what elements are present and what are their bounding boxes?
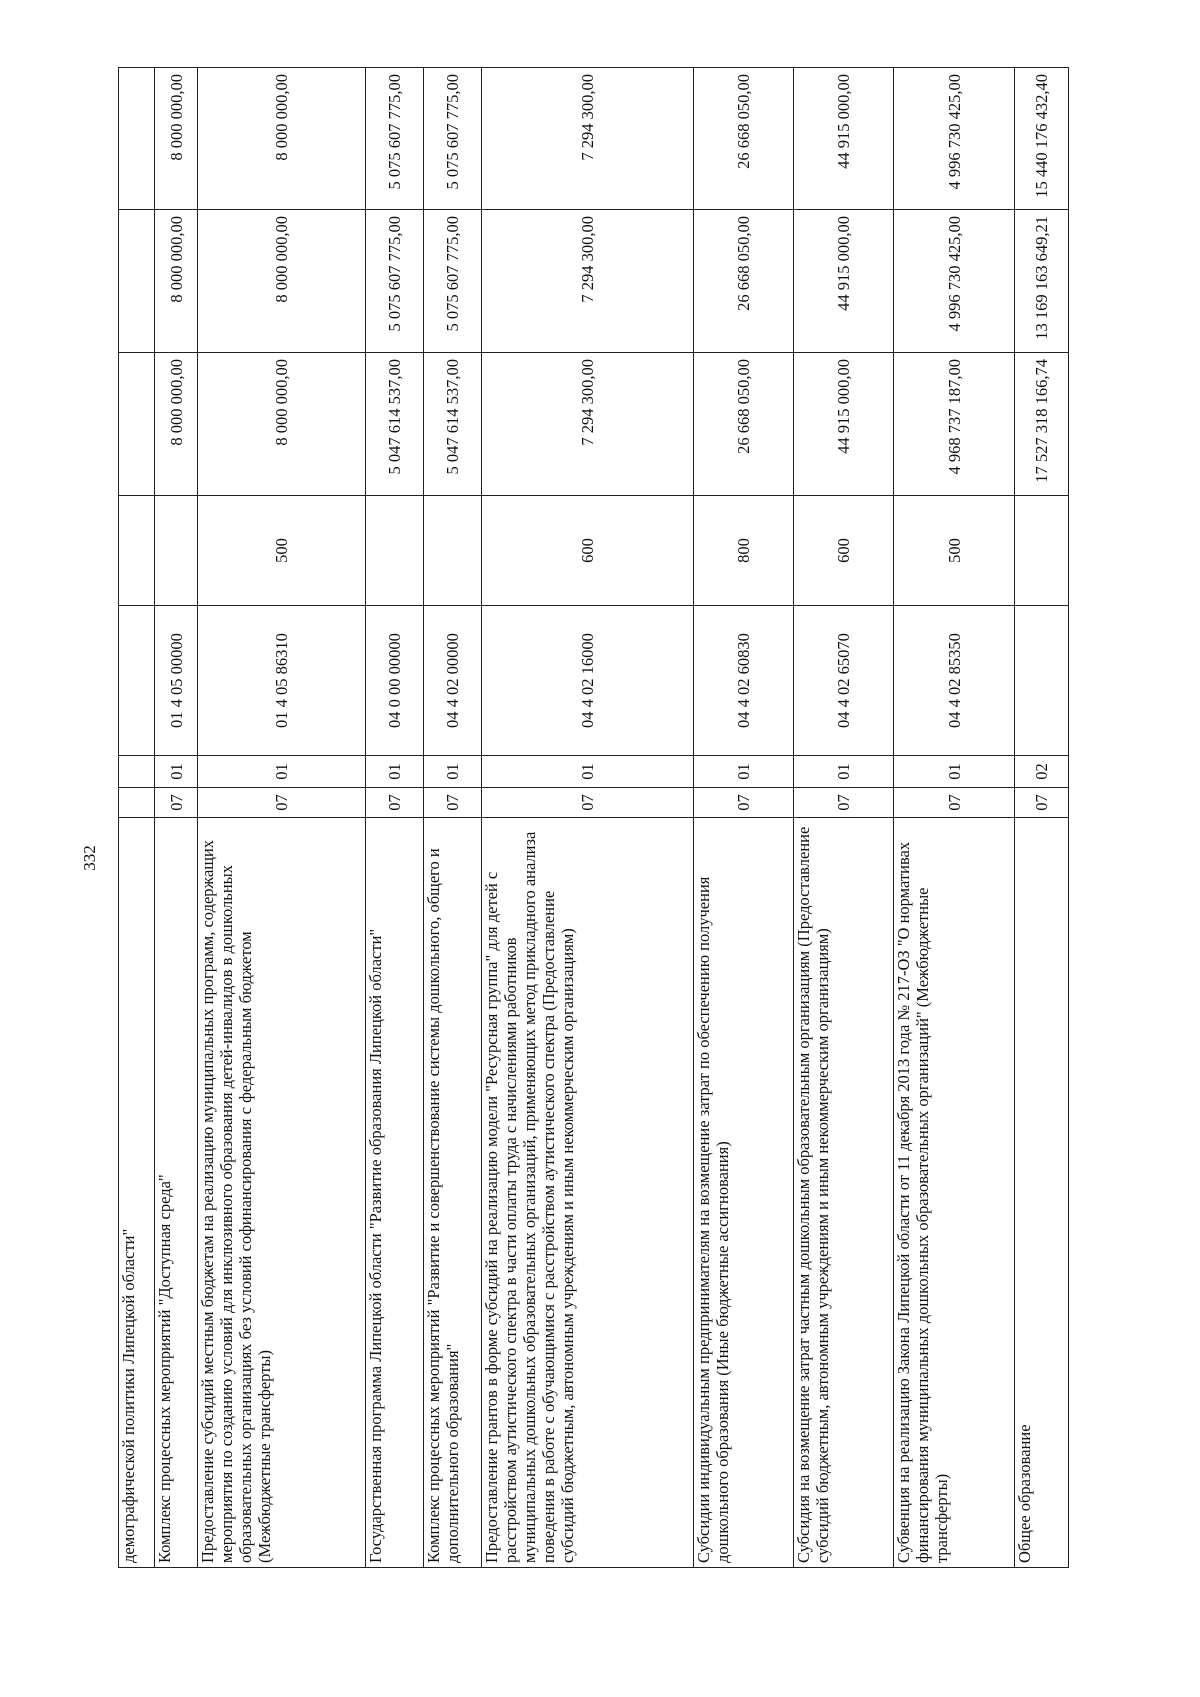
target-article-code: 04 0 00 00000 bbox=[366, 606, 424, 756]
table-body bbox=[119, 68, 1069, 1568]
amount-year-3 bbox=[119, 68, 155, 210]
row-name: Предоставление субсидий местным бюджетам на реализацию муниципальных программ, содержащих мероприятия по созданию условий для инклюзивного образования детей-инвалидов в дошкольных образовательных организациях без условий софинансирования с федеральным бюджетом (Межбюджетные трансферты) bbox=[198, 818, 366, 1568]
amount-year-1: 8 000 000,00 bbox=[155, 353, 198, 496]
amount-year-1: 17 527 318 166,74 bbox=[1015, 353, 1069, 496]
page-number: 332 bbox=[80, 845, 99, 871]
table-row bbox=[894, 68, 1015, 1568]
section-code: 07 bbox=[482, 788, 694, 818]
target-article-code: 04 4 02 00000 bbox=[424, 606, 482, 756]
table-row bbox=[119, 68, 155, 1568]
amount-year-3: 44 915 000,00 bbox=[794, 68, 894, 210]
subsection-code bbox=[119, 756, 155, 788]
amount-year-1: 5 047 614 537,00 bbox=[366, 353, 424, 496]
target-article-code: 04 4 02 85350 bbox=[894, 606, 1015, 756]
target-article-code: 01 4 05 00000 bbox=[155, 606, 198, 756]
expense-type-code: 500 bbox=[894, 496, 1015, 606]
expense-type-code bbox=[119, 496, 155, 606]
section-code: 07 bbox=[366, 788, 424, 818]
row-name: Субсидия на возмещение затрат частным дошкольным образовательным организациям (Предоставление субсидий бюджетным, автономным учреждениям и иным некоммерческим организациям) bbox=[794, 818, 894, 1568]
amount-year-2: 8 000 000,00 bbox=[198, 210, 366, 353]
expense-type-code: 800 bbox=[694, 496, 794, 606]
table-row bbox=[694, 68, 794, 1568]
amount-year-2 bbox=[119, 210, 155, 353]
row-name: Субсидии индивидуальным предпринимателям на возмещение затрат по обеспечению получения дошкольного образования (Иные бюджетные ассигнования) bbox=[694, 818, 794, 1568]
expense-type-code bbox=[424, 496, 482, 606]
section-code: 07 bbox=[198, 788, 366, 818]
table-row bbox=[198, 68, 366, 1568]
table-row bbox=[155, 68, 198, 1568]
subsection-code: 01 bbox=[694, 756, 794, 788]
row-name: Комплекс процессных мероприятий "Развитие и совершенствование системы дошкольного, общего и дополнительного образования" bbox=[424, 818, 482, 1568]
amount-year-3: 4 996 730 425,00 bbox=[894, 68, 1015, 210]
table-row bbox=[424, 68, 482, 1568]
row-name: Предоставление грантов в форме субсидий на реализацию модели "Ресурсная группа" для детей с расстройством аутистического спектра в части оплаты труда с начислениями работников муниципальных дошкольных образовательных организаций, применяющих метод прикладного анализа поведения в работе с обучающимися с расстройством аутистического спектра (Предоставление субсидий бюджетным, автономным учреждениям и иным некоммерческим организациям) bbox=[482, 818, 694, 1568]
subsection-code: 01 bbox=[424, 756, 482, 788]
expense-type-code: 600 bbox=[794, 496, 894, 606]
row-name: Субвенция на реализацию Закона Липецкой области от 11 декабря 2013 года № 217-ОЗ "О нормативах финансирования муниципальных дошкольных образовательных организаций" (Межбюджетные трансферты) bbox=[894, 818, 1015, 1568]
target-article-code: 01 4 05 86310 bbox=[198, 606, 366, 756]
amount-year-3: 7 294 300,00 bbox=[482, 68, 694, 210]
target-article-code: 04 4 02 16000 bbox=[482, 606, 694, 756]
expense-type-code: 600 bbox=[482, 496, 694, 606]
amount-year-1: 4 968 737 187,00 bbox=[894, 353, 1015, 496]
target-article-code: 04 4 02 60830 bbox=[694, 606, 794, 756]
amount-year-1: 7 294 300,00 bbox=[482, 353, 694, 496]
section-code: 07 bbox=[424, 788, 482, 818]
row-name: демографической политики Липецкой области" bbox=[119, 818, 155, 1568]
subsection-code: 02 bbox=[1015, 756, 1069, 788]
amount-year-2: 13 169 163 649,21 bbox=[1015, 210, 1069, 353]
row-name: Общее образование bbox=[1015, 818, 1069, 1568]
amount-year-2: 4 996 730 425,00 bbox=[894, 210, 1015, 353]
amount-year-2: 5 075 607 775,00 bbox=[424, 210, 482, 353]
amount-year-2: 26 668 050,00 bbox=[694, 210, 794, 353]
section-code: 07 bbox=[894, 788, 1015, 818]
row-name: Государственная программа Липецкой области "Развитие образования Липецкой области" bbox=[366, 818, 424, 1568]
table-row bbox=[1015, 68, 1069, 1568]
amount-year-2: 7 294 300,00 bbox=[482, 210, 694, 353]
amount-year-3: 5 075 607 775,00 bbox=[424, 68, 482, 210]
subsection-code: 01 bbox=[894, 756, 1015, 788]
amount-year-3: 5 075 607 775,00 bbox=[366, 68, 424, 210]
amount-year-3: 15 440 176 432,40 bbox=[1015, 68, 1069, 210]
table-row bbox=[794, 68, 894, 1568]
amount-year-1: 8 000 000,00 bbox=[198, 353, 366, 496]
expense-type-code bbox=[155, 496, 198, 606]
target-article-code bbox=[1015, 606, 1069, 756]
expense-type-code bbox=[366, 496, 424, 606]
target-article-code bbox=[119, 606, 155, 756]
target-article-code: 04 4 02 65070 bbox=[794, 606, 894, 756]
amount-year-1: 5 047 614 537,00 bbox=[424, 353, 482, 496]
subsection-code: 01 bbox=[198, 756, 366, 788]
section-code: 07 bbox=[794, 788, 894, 818]
budget-table bbox=[118, 67, 1069, 1568]
section-code bbox=[119, 788, 155, 818]
section-code: 07 bbox=[694, 788, 794, 818]
amount-year-1: 26 668 050,00 bbox=[694, 353, 794, 496]
amount-year-3: 8 000 000,00 bbox=[198, 68, 366, 210]
subsection-code: 01 bbox=[155, 756, 198, 788]
amount-year-3: 26 668 050,00 bbox=[694, 68, 794, 210]
amount-year-1 bbox=[119, 353, 155, 496]
amount-year-2: 8 000 000,00 bbox=[155, 210, 198, 353]
table-row bbox=[482, 68, 694, 1568]
row-name: Комплекс процессных мероприятий "Доступная среда" bbox=[155, 818, 198, 1568]
subsection-code: 01 bbox=[366, 756, 424, 788]
expense-type-code: 500 bbox=[198, 496, 366, 606]
amount-year-2: 5 075 607 775,00 bbox=[366, 210, 424, 353]
section-code: 07 bbox=[1015, 788, 1069, 818]
amount-year-1: 44 915 000,00 bbox=[794, 353, 894, 496]
subsection-code: 01 bbox=[482, 756, 694, 788]
subsection-code: 01 bbox=[794, 756, 894, 788]
section-code: 07 bbox=[155, 788, 198, 818]
expense-type-code bbox=[1015, 496, 1069, 606]
amount-year-2: 44 915 000,00 bbox=[794, 210, 894, 353]
table-row bbox=[366, 68, 424, 1568]
amount-year-3: 8 000 000,00 bbox=[155, 68, 198, 210]
budget-table-wrapper bbox=[118, 68, 1068, 1568]
